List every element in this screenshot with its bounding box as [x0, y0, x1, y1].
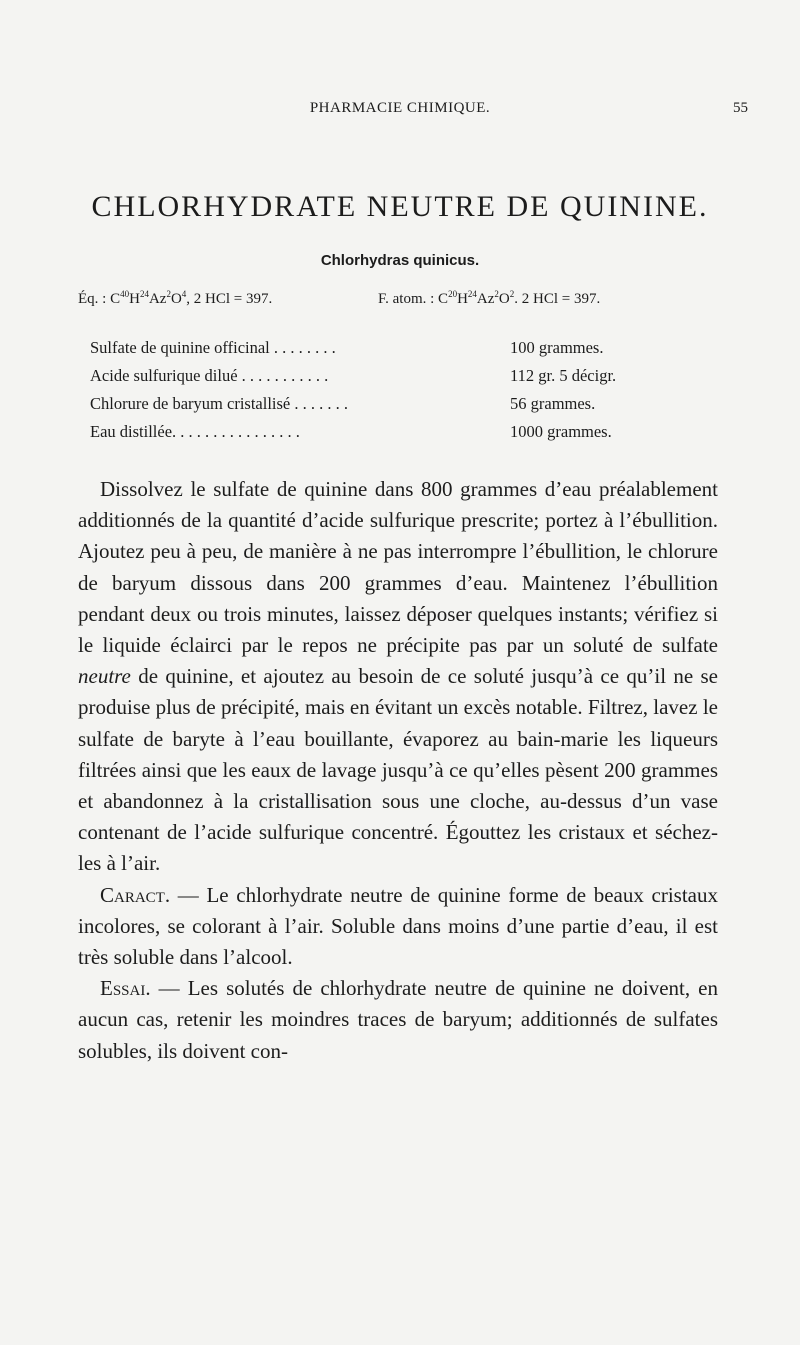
running-title: PHARMACIE CHIMIQUE. — [309, 100, 491, 116]
atomic-formula: F. atom. : $C^{20}H^{24}Az^2O^2$. 2 HCl = 397. — [378, 289, 601, 307]
characteristics-paragraph: Caract. — Le chlorhydrate neutre de quinine forme de beaux cristaux incolores, se colorant à l’air. Soluble dans moins d’une partie d’eau, il est très soluble dans l’alcool. — [78, 882, 718, 970]
ingredient-quantity: 56 grammes. — [510, 394, 596, 413]
preparation-paragraph: Dissolvez le sulfate de quinine dans 800 grammes d’eau préalablement additionnés de la quantité d’acide sulfurique prescrite; portez à l’ébullition. Ajoutez peu à peu, de manière à ne pas interrompre l’ébullition, le chlorure de baryum dissous dans 200 grammes d’eau. Maintenez l’ébullition pendant deux ou trois minutes, laissez déposer quelques instants; vérifiez si le liquide éclairci par le repos ne précipite pas par un soluté de sulfate neutre de quinine, et ajoutez au besoin de ce soluté jusqu’à ce qu’il ne se produise plus de précipité, mais en évitant un excès notable. Filtrez, lavez le sulfate de baryte à l’eau bouillante, évaporez au bain-marie les liqueurs filtrées ainsi que les eaux de lavage jusqu’à ce qu’elles pèsent 200 grammes et abandonnez à la cristallisation sous une cloche, au-dessus d’un vase contenant de l’acide sulfurique concentré. Égouttez les cristaux et séchez-les à l’air. — [78, 477, 718, 876]
page-number: 55 — [733, 100, 748, 116]
ingredient-quantity: 112 gr. 5 décigr. — [510, 366, 617, 385]
running-head — [0, 100, 800, 124]
section-title: CHLORHYDRATE NEUTRE DE QUININE. — [91, 190, 709, 223]
recipe-row — [90, 338, 670, 366]
assay-paragraph: Essai. — Les solutés de chlorhydrate neutre de quinine ne doivent, en aucun cas, retenir les moindres traces de baryum; additionnés de sulfates solubles, ils doivent con- — [78, 976, 718, 1063]
ingredient-name: Eau distillée. . . . . . . . . . . . . . . . — [90, 422, 300, 441]
recipe-row — [90, 422, 670, 450]
recipe-row — [90, 366, 670, 394]
characteristics-label: Caract. — [100, 882, 171, 907]
ingredient-quantity: 1000 grammes. — [510, 422, 612, 441]
latin-name: Chlorhydras quinicus. — [320, 252, 480, 269]
recipe-table — [90, 338, 670, 450]
body-text — [78, 474, 718, 1067]
ingredient-name: Acide sulfurique dilué . . . . . . . . . . . — [90, 366, 329, 385]
ingredient-name: Sulfate de quinine officinal . . . . . . . . — [90, 338, 336, 357]
equivalent-formula: Éq. : $C^{40}H^{24}Az^2O^4$, 2 HCl = 397. — [78, 289, 273, 307]
recipe-row — [90, 394, 670, 422]
ingredient-name: Chlorure de baryum cristallisé . . . . . . . — [90, 394, 348, 413]
ingredient-quantity: 100 grammes. — [510, 338, 604, 357]
emphasis-neutre: neutre — [78, 664, 131, 689]
assay-label: Essai. — [100, 976, 151, 1001]
